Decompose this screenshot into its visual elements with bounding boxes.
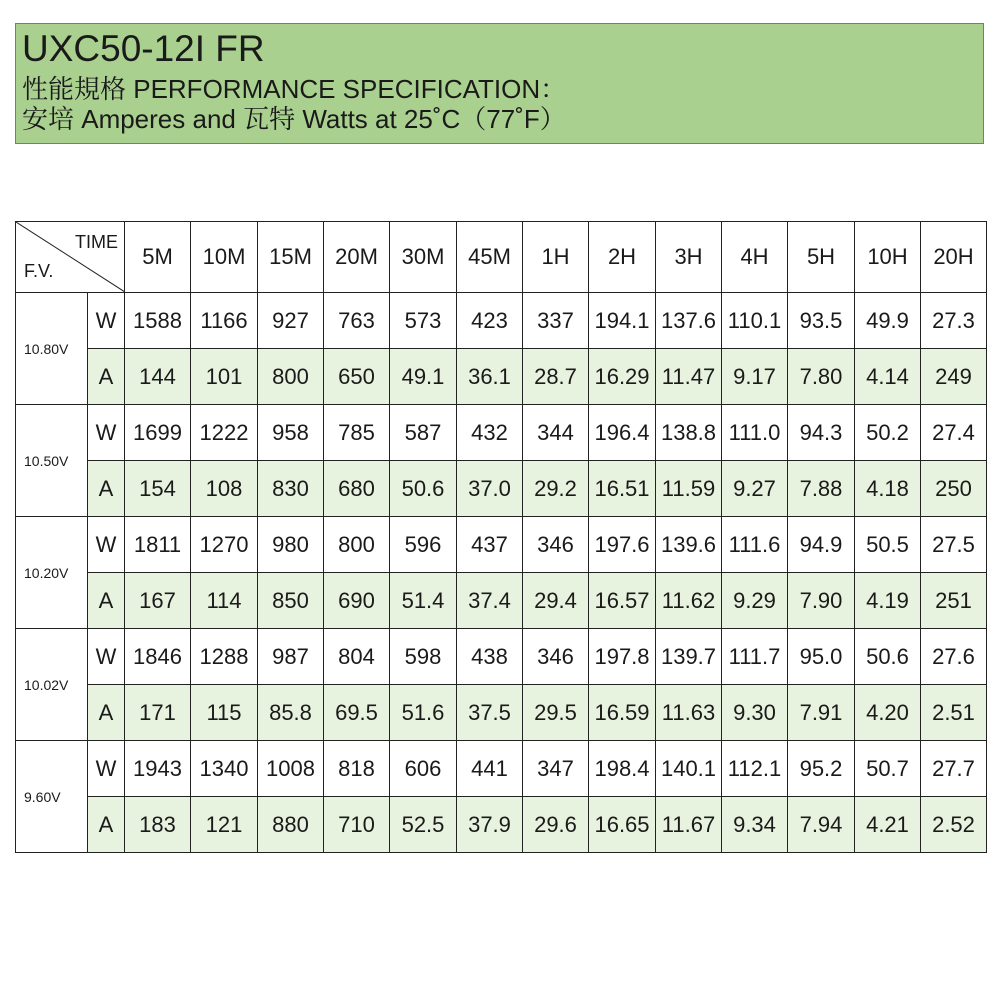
value-cell: 441 xyxy=(457,741,523,797)
unit-cell: W xyxy=(88,405,125,461)
value-cell: 171 xyxy=(125,685,191,741)
value-cell: 51.6 xyxy=(390,685,457,741)
value-cell: 94.9 xyxy=(788,517,855,573)
header-row xyxy=(16,222,987,293)
value-cell: 11.59 xyxy=(656,461,722,517)
value-cell: 598 xyxy=(390,629,457,685)
value-cell: 139.7 xyxy=(656,629,722,685)
model-title: UXC50-12I FR xyxy=(22,28,265,69)
value-cell: 154 xyxy=(125,461,191,517)
value-cell: 1699 xyxy=(125,405,191,461)
value-cell: 4.19 xyxy=(855,573,921,629)
value-cell: 197.8 xyxy=(589,629,656,685)
value-cell: 346 xyxy=(523,629,589,685)
final-voltage-cell: 10.50V xyxy=(16,405,88,517)
value-cell: 11.63 xyxy=(656,685,722,741)
value-cell: 139.6 xyxy=(656,517,722,573)
value-cell: 2.52 xyxy=(921,797,987,853)
value-cell: 16.57 xyxy=(589,573,656,629)
value-cell: 7.88 xyxy=(788,461,855,517)
value-cell: 111.7 xyxy=(722,629,788,685)
value-cell: 9.17 xyxy=(722,349,788,405)
table-row xyxy=(16,685,987,741)
value-cell: 37.4 xyxy=(457,573,523,629)
value-cell: 4.21 xyxy=(855,797,921,853)
unit-cell: W xyxy=(88,293,125,349)
value-cell: 423 xyxy=(457,293,523,349)
table-row xyxy=(16,461,987,517)
value-cell: 29.2 xyxy=(523,461,589,517)
value-cell: 1270 xyxy=(191,517,258,573)
value-cell: 69.5 xyxy=(324,685,390,741)
value-cell: 49.1 xyxy=(390,349,457,405)
value-cell: 112.1 xyxy=(722,741,788,797)
final-voltage-cell: 9.60V xyxy=(16,741,88,853)
value-cell: 16.65 xyxy=(589,797,656,853)
value-cell: 27.3 xyxy=(921,293,987,349)
value-cell: 110.1 xyxy=(722,293,788,349)
value-cell: 573 xyxy=(390,293,457,349)
value-cell: 251 xyxy=(921,573,987,629)
column-header: 30M xyxy=(390,222,457,293)
value-cell: 7.94 xyxy=(788,797,855,853)
value-cell: 11.47 xyxy=(656,349,722,405)
value-cell: 108 xyxy=(191,461,258,517)
unit-cell: A xyxy=(88,797,125,853)
value-cell: 50.2 xyxy=(855,405,921,461)
table-row xyxy=(16,797,987,853)
value-cell: 27.4 xyxy=(921,405,987,461)
value-cell: 93.5 xyxy=(788,293,855,349)
performance-spec-title: 性能規格 PERFORMANCE SPECIFICATION： xyxy=(22,74,567,104)
unit-cell: W xyxy=(88,741,125,797)
value-cell: 347 xyxy=(523,741,589,797)
value-cell: 249 xyxy=(921,349,987,405)
value-cell: 250 xyxy=(921,461,987,517)
value-cell: 197.6 xyxy=(589,517,656,573)
column-header: 5H xyxy=(788,222,855,293)
value-cell: 11.62 xyxy=(656,573,722,629)
column-header: 15M xyxy=(258,222,324,293)
value-cell: 29.4 xyxy=(523,573,589,629)
table-row xyxy=(16,293,987,349)
column-header: 2H xyxy=(589,222,656,293)
corner-cell xyxy=(16,222,125,293)
value-cell: 27.6 xyxy=(921,629,987,685)
column-header: 45M xyxy=(457,222,523,293)
value-cell: 50.6 xyxy=(390,461,457,517)
value-cell: 1222 xyxy=(191,405,258,461)
value-cell: 1588 xyxy=(125,293,191,349)
value-cell: 7.91 xyxy=(788,685,855,741)
value-cell: 37.0 xyxy=(457,461,523,517)
value-cell: 50.6 xyxy=(855,629,921,685)
column-header: 10M xyxy=(191,222,258,293)
value-cell: 763 xyxy=(324,293,390,349)
time-label: TIME xyxy=(75,232,118,252)
value-cell: 37.5 xyxy=(457,685,523,741)
value-cell: 121 xyxy=(191,797,258,853)
table-row xyxy=(16,573,987,629)
column-header: 20H xyxy=(921,222,987,293)
unit-cell: A xyxy=(88,573,125,629)
value-cell: 438 xyxy=(457,629,523,685)
value-cell: 344 xyxy=(523,405,589,461)
final-voltage-cell: 10.20V xyxy=(16,517,88,629)
value-cell: 114 xyxy=(191,573,258,629)
value-cell: 37.9 xyxy=(457,797,523,853)
value-cell: 194.1 xyxy=(589,293,656,349)
value-cell: 167 xyxy=(125,573,191,629)
value-cell: 101 xyxy=(191,349,258,405)
table-row xyxy=(16,741,987,797)
value-cell: 51.4 xyxy=(390,573,457,629)
value-cell: 29.5 xyxy=(523,685,589,741)
value-cell: 50.5 xyxy=(855,517,921,573)
value-cell: 958 xyxy=(258,405,324,461)
unit-cell: A xyxy=(88,461,125,517)
value-cell: 95.0 xyxy=(788,629,855,685)
value-cell: 830 xyxy=(258,461,324,517)
value-cell: 198.4 xyxy=(589,741,656,797)
final-voltage-cell: 10.02V xyxy=(16,629,88,741)
value-cell: 785 xyxy=(324,405,390,461)
value-cell: 137.6 xyxy=(656,293,722,349)
column-header: 3H xyxy=(656,222,722,293)
value-cell: 650 xyxy=(324,349,390,405)
performance-table xyxy=(15,221,987,853)
value-cell: 1340 xyxy=(191,741,258,797)
value-cell: 16.29 xyxy=(589,349,656,405)
value-cell: 4.20 xyxy=(855,685,921,741)
value-cell: 800 xyxy=(258,349,324,405)
column-header: 10H xyxy=(855,222,921,293)
value-cell: 804 xyxy=(324,629,390,685)
value-cell: 27.7 xyxy=(921,741,987,797)
value-cell: 144 xyxy=(125,349,191,405)
table-row xyxy=(16,517,987,573)
value-cell: 346 xyxy=(523,517,589,573)
final-voltage-cell: 10.80V xyxy=(16,293,88,405)
value-cell: 111.0 xyxy=(722,405,788,461)
value-cell: 980 xyxy=(258,517,324,573)
units-condition-line: 安培 Amperes and 瓦特 Watts at 25˚C（77˚F） xyxy=(22,104,566,134)
value-cell: 710 xyxy=(324,797,390,853)
value-cell: 9.30 xyxy=(722,685,788,741)
value-cell: 140.1 xyxy=(656,741,722,797)
value-cell: 927 xyxy=(258,293,324,349)
table-row xyxy=(16,629,987,685)
value-cell: 16.51 xyxy=(589,461,656,517)
value-cell: 50.7 xyxy=(855,741,921,797)
value-cell: 115 xyxy=(191,685,258,741)
value-cell: 606 xyxy=(390,741,457,797)
value-cell: 596 xyxy=(390,517,457,573)
value-cell: 2.51 xyxy=(921,685,987,741)
value-cell: 94.3 xyxy=(788,405,855,461)
value-cell: 7.80 xyxy=(788,349,855,405)
value-cell: 818 xyxy=(324,741,390,797)
unit-cell: A xyxy=(88,349,125,405)
value-cell: 1166 xyxy=(191,293,258,349)
value-cell: 437 xyxy=(457,517,523,573)
value-cell: 111.6 xyxy=(722,517,788,573)
value-cell: 4.18 xyxy=(855,461,921,517)
value-cell: 196.4 xyxy=(589,405,656,461)
value-cell: 95.2 xyxy=(788,741,855,797)
unit-cell: A xyxy=(88,685,125,741)
value-cell: 987 xyxy=(258,629,324,685)
value-cell: 9.29 xyxy=(722,573,788,629)
value-cell: 16.59 xyxy=(589,685,656,741)
column-header: 4H xyxy=(722,222,788,293)
unit-cell: W xyxy=(88,629,125,685)
value-cell: 4.14 xyxy=(855,349,921,405)
final-voltage-label: F.V. xyxy=(24,261,54,281)
value-cell: 337 xyxy=(523,293,589,349)
value-cell: 9.34 xyxy=(722,797,788,853)
value-cell: 52.5 xyxy=(390,797,457,853)
column-header: 1H xyxy=(523,222,589,293)
value-cell: 1811 xyxy=(125,517,191,573)
spec-header-banner xyxy=(15,23,984,144)
value-cell: 1008 xyxy=(258,741,324,797)
value-cell: 680 xyxy=(324,461,390,517)
value-cell: 7.90 xyxy=(788,573,855,629)
table-row xyxy=(16,349,987,405)
value-cell: 432 xyxy=(457,405,523,461)
unit-cell: W xyxy=(88,517,125,573)
value-cell: 9.27 xyxy=(722,461,788,517)
value-cell: 28.7 xyxy=(523,349,589,405)
value-cell: 1288 xyxy=(191,629,258,685)
table-row xyxy=(16,405,987,461)
table-body xyxy=(16,293,987,853)
column-header: 20M xyxy=(324,222,390,293)
value-cell: 1943 xyxy=(125,741,191,797)
value-cell: 29.6 xyxy=(523,797,589,853)
value-cell: 27.5 xyxy=(921,517,987,573)
value-cell: 85.8 xyxy=(258,685,324,741)
value-cell: 587 xyxy=(390,405,457,461)
value-cell: 1846 xyxy=(125,629,191,685)
value-cell: 36.1 xyxy=(457,349,523,405)
value-cell: 850 xyxy=(258,573,324,629)
column-header: 5M xyxy=(125,222,191,293)
value-cell: 880 xyxy=(258,797,324,853)
value-cell: 690 xyxy=(324,573,390,629)
value-cell: 800 xyxy=(324,517,390,573)
value-cell: 183 xyxy=(125,797,191,853)
value-cell: 49.9 xyxy=(855,293,921,349)
value-cell: 11.67 xyxy=(656,797,722,853)
value-cell: 138.8 xyxy=(656,405,722,461)
